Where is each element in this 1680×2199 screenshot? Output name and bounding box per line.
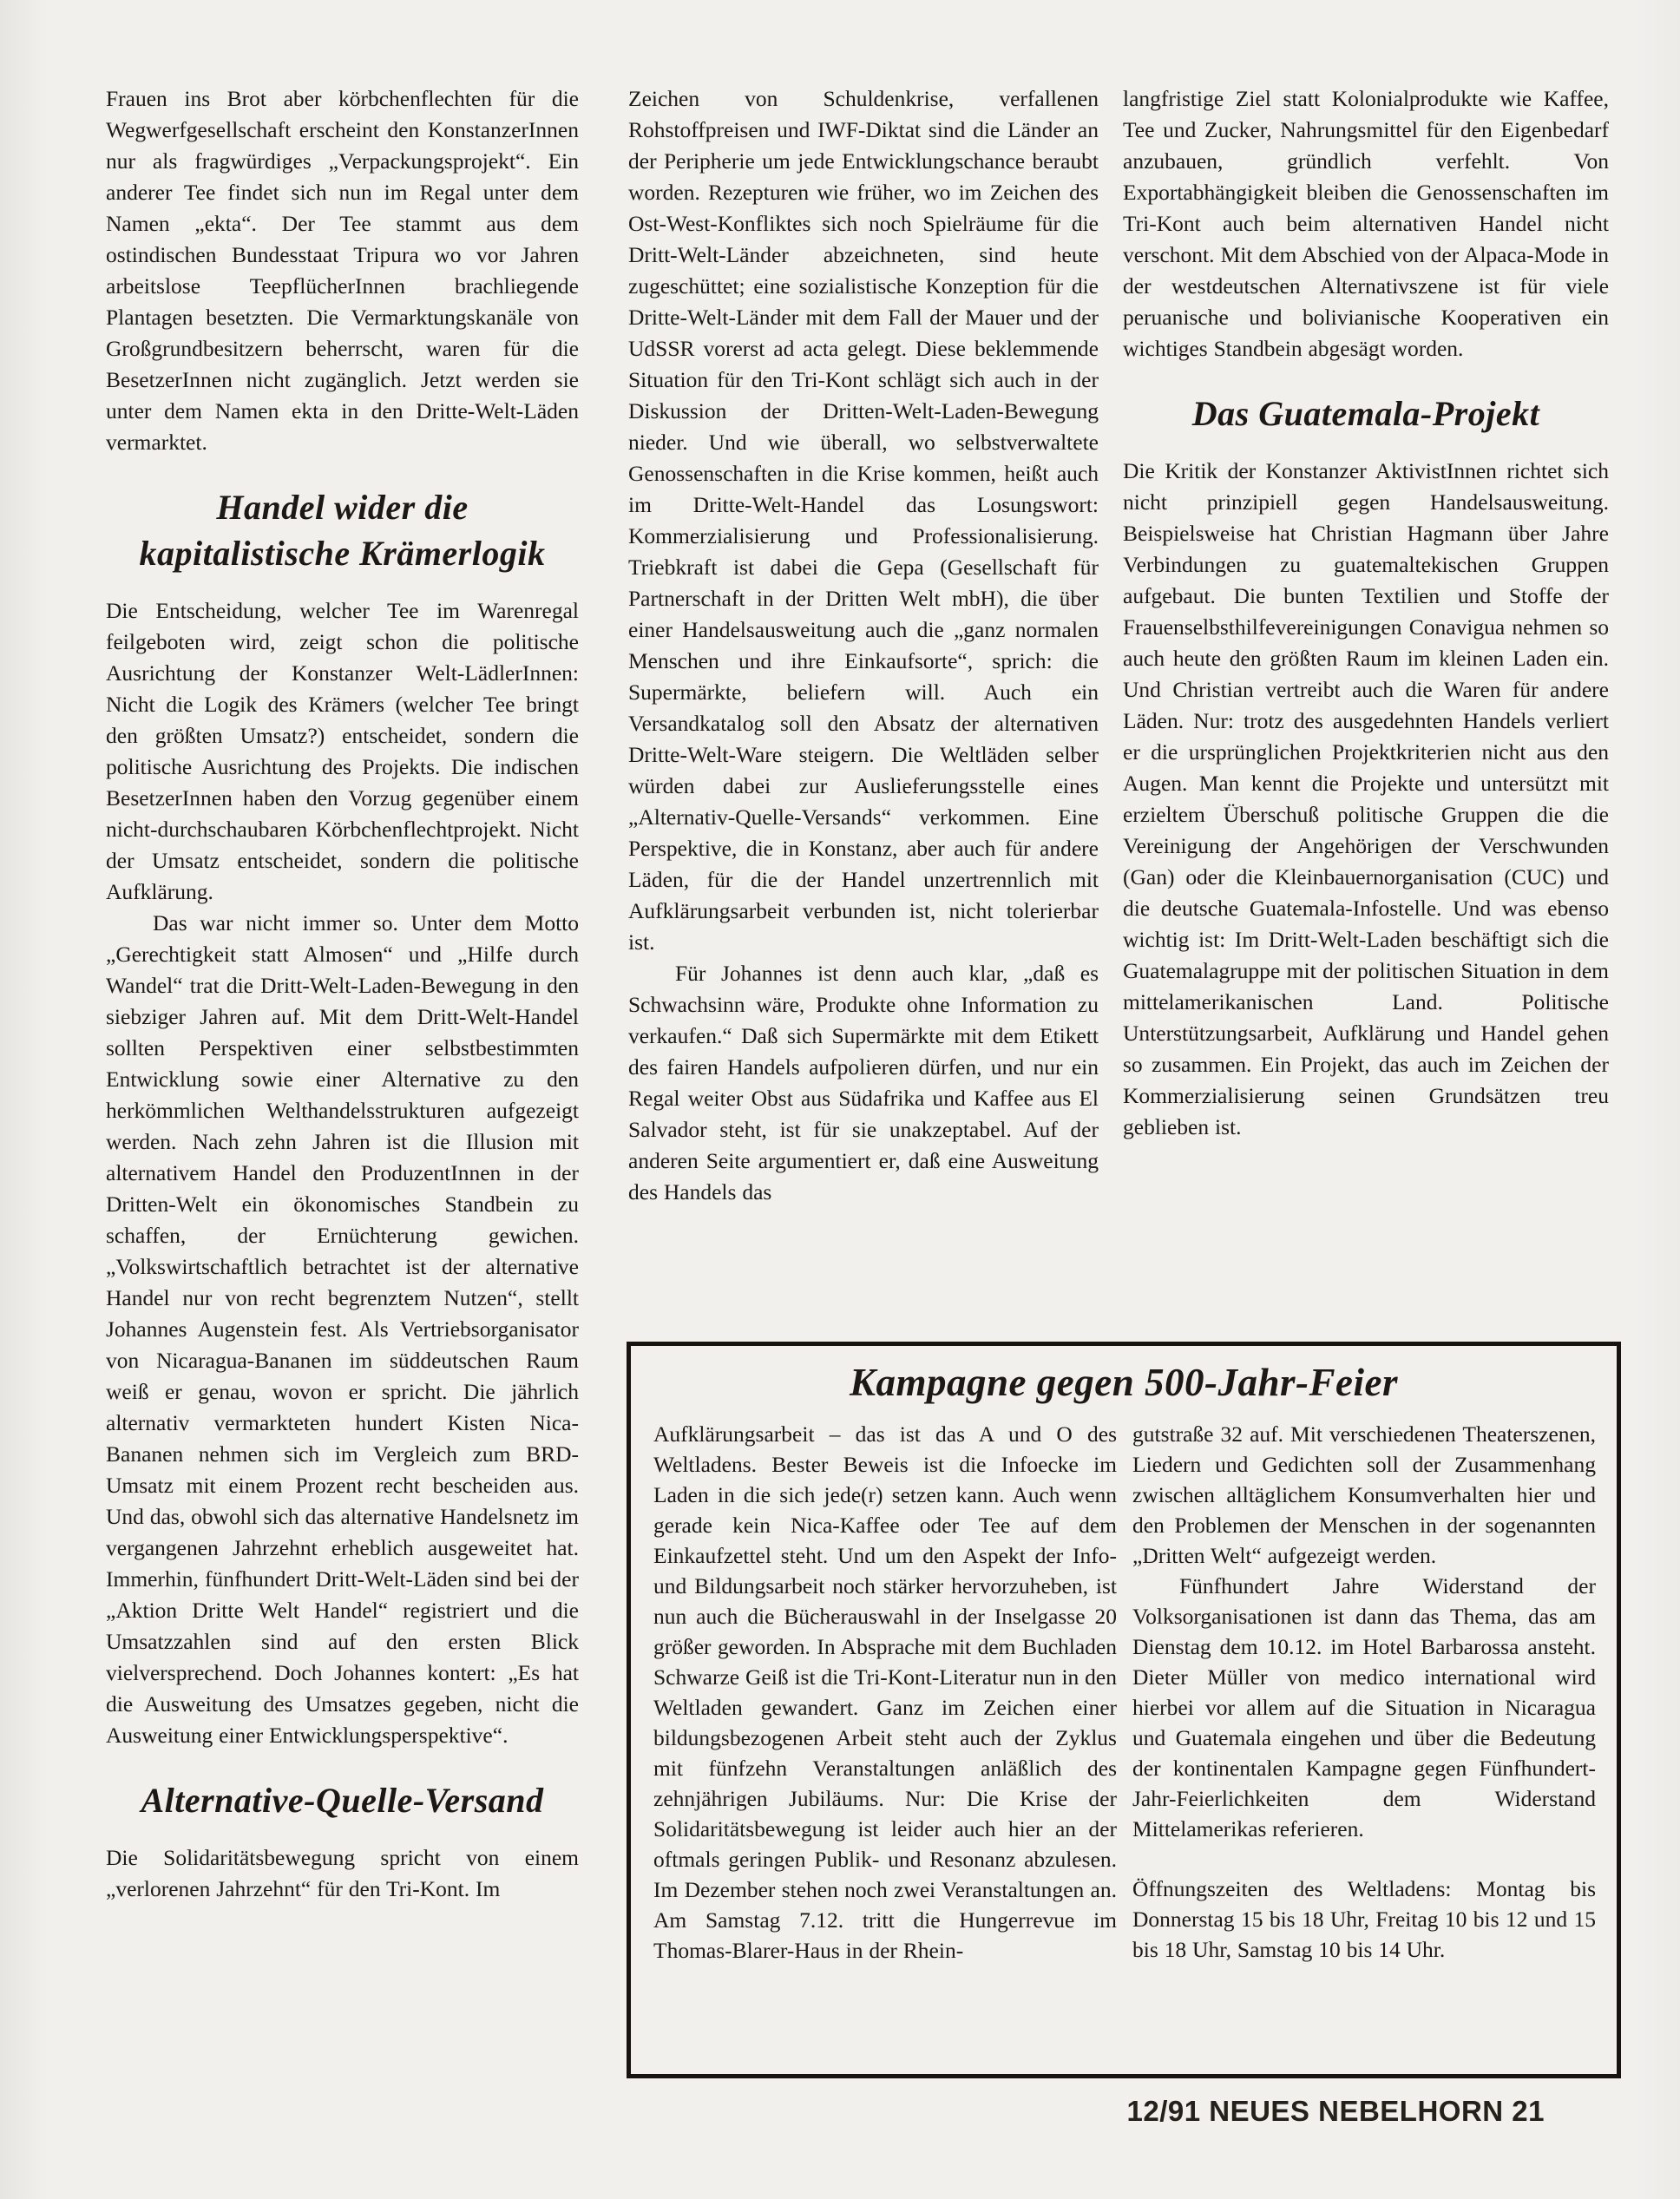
column-2 bbox=[628, 83, 1099, 1208]
infobox-kampagne bbox=[627, 1342, 1621, 2078]
infobox-column-left bbox=[653, 1419, 1117, 1966]
article-paragraph: Die Solidaritätsbewegung spricht von einem „verlorenen Jahrzehnt“ für den Tri-Kont. Im bbox=[106, 1845, 579, 1901]
infobox-column-right bbox=[1132, 1419, 1596, 1966]
article-paragraph: Das war nicht immer so. Unter dem Motto „Gerechtigkeit statt Almosen“ und „Hilfe durch Wandel“ trat die Dritt-Welt-Laden-Bewegung in den siebziger Jahren auf. Mit dem Dritt-Welt-Handel sollten Perspektiven einer selbstbestimmten Entwicklung sowie einer Alternative zu den herkömmlichen Welthandelsstrukturen aufgezeigt werden. Nach zehn Jahren ist die Illusion mit alternativem Handel den ProduzentInnen in der Dritten-Welt ein ökonomisches Standbein zu schaffen, der Ernüchterung gewichen. „Volkswirtschaftlich betrachtet ist der alternative Handel nur von recht begrenztem Nutzen“, stellt Johannes Augenstein fest. Als Vertriebsorganisator von Nicaragua-Bananen im süddeutschen Raum weiß er genau, wovon er spricht. Die jährlich alternativ vermarkteten hundert Kisten Nica-Bananen nehmen sich im Vergleich zum BRD-Umsatz mit einem Prozent recht bescheiden aus. Und das, obwohl sich das alternative Handelsnetz im vergangenen Jahrzehnt erheblich ausgeweitet hat. Immerhin, fünfhundert Dritt-Welt-Läden sind bei der „Aktion Dritte Welt Handel“ registriert und die Umsatzzahlen sind auf den ersten Blick vielversprechend. Doch Johannes kontert: „Es hat die Ausweitung des Umsatzes gegeben, nicht die Ausweitung einer Entwicklungsperspektive“. bbox=[106, 910, 579, 1748]
column-1 bbox=[106, 83, 579, 1905]
article-paragraph: Für Johannes ist denn auch klar, „daß es Schwachsinn wäre, Produkte ohne Information zu verkaufen.“ Daß sich Supermärkte mit dem Etikett des fairen Handels aufpolieren dürfen, und nur ein Regal weiter Obst aus Südafrika und Kaffee aus El Salvador steht, ist für sie unakzeptabel. Auf der anderen Seite argumentiert er, daß eine Ausweitung des Handels das bbox=[628, 961, 1099, 1205]
article-paragraph: Öffnungszeiten des Weltladens: Montag bis Donnerstag 15 bis 18 Uhr, Freitag 10 bis 12 und 15 bis 18 Uhr, Samstag 10 bis 14 Uhr. bbox=[1132, 1876, 1596, 1962]
infobox-title: Kampagne gegen 500-Jahr-Feier bbox=[850, 1361, 1398, 1404]
section-heading-das-guatemala-projekt: Das Guatemala-Projekt bbox=[1191, 394, 1540, 433]
article-paragraph: Aufklärungsarbeit – das ist das A und O des Weltladens. Bester Beweis ist die Infoecke im Laden in die sich jede(r) setzen kann. Auch wenn gerade kein Nica-Kaffee oder Tee auf dem Einkaufzettel steht. Und um den Aspekt der Info- und Bildungsarbeit noch stärker hervorzuheben, ist nun auch die Bücherauswahl in der Inselgasse 20 größer geworden. In Absprache mit dem Buchladen Schwarze Geiß ist die Tri-Kont-Literatur nun in den Weltladen gewandert. Ganz im Zeichen einer bildungsbezogenen Arbeit steht auch der Zyklus mit fünfzehn Veranstaltungen anläßlich des zehnjährigen Jubiläums. Nur: Die Krise der Solidaritätsbewegung ist leider auch hier an der oftmals geringen Publik- und Resonanz abzulesen. Im Dezember stehen noch zwei Veranstaltungen an. Am Samstag 7.12. tritt die Hungerrevue im Thomas-Blarer-Haus in der Rhein- bbox=[653, 1421, 1118, 1963]
article-paragraph: Die Entscheidung, welcher Tee im Warenregal feilgeboten wird, zeigt schon die politische Ausrichtung der Konstanzer Welt-LädlerInnen: Nicht die Logik des Krämers (welcher Tee bringt den größten Umsatz?) entscheidet, sondern die politische Ausrichtung des Projekts. Die indischen BesetzerInnen haben den Vorzug gegenüber einem nicht-durchschaubaren Körbchenflechtprojekt. Nicht der Umsatz entscheidet, sondern die politische Aufklärung. bbox=[106, 598, 579, 904]
infobox-columns bbox=[631, 1415, 1617, 1966]
article-paragraph: Die Kritik der Konstanzer AktivistInnen richtet sich nicht prinzipiell gegen Handelsausweitung. Beispielsweise hat Christian Hagmann über Jahre Verbindungen zu guatemaltekischen Gruppen aufgebaut. Die bunten Textilien und Stoffe der Frauenselbsthilfevereinigungen Conavigua nehmen so auch heute den größten Raum im kleinen Laden ein. Und Christian vertreibt auch die Waren für andere Läden. Nur: trotz des ausgedehnten Handels verliert er die ursprünglichen Projektkriterien nicht aus den Augen. Man kennt die Projekte und untersützt mit erzieltem Überschuß politische Gruppen die die Vereinigung der Angehörigen der Verschwunden (Gan) oder die Kleinbauernorganisation (CUC) und die deutsche Guatemala-Infostelle. Und was ebenso wichtig ist: Im Dritt-Welt-Laden beschäftigt sich die Guatemalagruppe mit der politischen Situation in dem mittelamerikanischen Land. Politische Unterstützungsarbeit, Aufklärung und Handel gehen so zusammen. Ein Projekt, das auch im Zeichen der Kommerzialisierung seinen Grundsätzen treu geblieben ist. bbox=[1123, 458, 1609, 1139]
article-paragraph: Frauen ins Brot aber körbchenflechten für die Wegwerfgesellschaft erscheint den KonstanzerInnen nur als fragwürdiges „Verpackungsprojekt“. Ein anderer Tee findet sich nun im Regal unter dem Namen „ekta“. Der Tee stammt aus dem ostindischen Bundesstaat Tripura wo vor Jahren arbeitslose TeepflücherInnen brachliegende Plantagen besetzten. Die Vermarktungskanäle von Großgrundbesitzern beherrscht, waren für die BesetzerInnen nicht zugänglich. Jetzt werden sie unter dem Namen ekta in den Dritte-Welt-Läden vermarktet. bbox=[106, 86, 579, 455]
section-heading-handel-wider-die bbox=[106, 484, 579, 576]
heading-line: Handel wider die bbox=[216, 488, 469, 527]
heading-line: kapitalistische Krämerlogik bbox=[139, 534, 546, 573]
article-paragraph: Zeichen von Schuldenkrise, verfallenen Rohstoffpreisen und IWF-Diktat sind die Länder an der Peripherie um jede Entwicklungschance beraubt worden. Rezepturen wie früher, wo im Zeichen des Ost-West-Konfliktes sich noch Spielräume für die Dritt-Welt-Länder abzeichneten, sind heute zugeschüttet; eine sozialistische Konzeption für die Dritte-Welt-Länder mit dem Fall der Mauer und der UdSSR vorerst ad acta gelegt. Diese beklemmende Situation für den Tri-Kont schlägt sich auch in der Diskussion der Dritten-Welt-Laden-Bewegung nieder. Und wie überall, wo selbstverwaltete Genossenschaften in die Krise kommen, heißt auch im Dritte-Welt-Handel das Losungswort: Kommerzialisierung und Professionalisierung. Triebkraft ist dabei die Gepa (Gesellschaft für Partnerschaft in der Dritten Welt mbH), die über einer Handelsausweitung auch die „ganz normalen Menschen und ihre Einkaufsorte“, sprich: die Supermärkte, beliefern will. Auch ein Versandkatalog soll den Absatz der alternativen Dritte-Welt-Ware steigern. Die Weltläden selber würden dabei zur Auslieferungsstelle eines „Alternativ-Quelle-Versands“ verkommen. Eine Perspektive, die in Konstanz, aber auch für andere Läden, für die der Handel unzertrennlich mit Aufklärungsarbeit verbunden ist, nicht tolerierbar ist. bbox=[628, 86, 1099, 955]
column-3 bbox=[1123, 83, 1609, 1143]
page-footer: 12/91 NEUES NEBELHORN 21 bbox=[1126, 2095, 1545, 2127]
article-paragraph: gutstraße 32 auf. Mit verschiedenen Theaterszenen, Liedern und Gedichten soll der Zusammenhang zwischen alltäglichem Konsumverhalten hier und den Problemen der Menschen in der sogenannten „Dritten Welt“ aufgezeigt werden. bbox=[1132, 1421, 1596, 1568]
section-heading-alternative-quelle-versand: Alternative-Quelle-Versand bbox=[141, 1781, 544, 1820]
article-paragraph: Fünfhundert Jahre Widerstand der Volksorganisationen ist dann das Thema, das am Dienstag dem 10.12. im Hotel Barbarossa ansteht. Dieter Müller von medico international wird hierbei vor allem auf die Situation in Nicaragua und Guatemala eingehen und über die Bedeutung der kontinentalen Kampagne gegen Fünfhundert-Jahr-Feierlichkeiten dem Widerstand Mittelamerikas referieren. bbox=[1132, 1573, 1596, 1841]
article-paragraph: langfristige Ziel statt Kolonialprodukte wie Kaffee, Tee und Zucker, Nahrungsmittel für den Eigenbedarf anzubauen, gründlich verfehlt. Von Exportabhängigkeit bleiben die Genossenschaften im Tri-Kont auch beim alternativen Handel nicht verschont. Mit dem Abschied von der Alpaca-Mode in der westdeutschen Alternativszene ist für viele peruanische und bolivianische Kooperativen ein wichtiges Standbein abgesägt worden. bbox=[1123, 86, 1609, 361]
paragraph-spacer bbox=[1132, 1844, 1596, 1874]
